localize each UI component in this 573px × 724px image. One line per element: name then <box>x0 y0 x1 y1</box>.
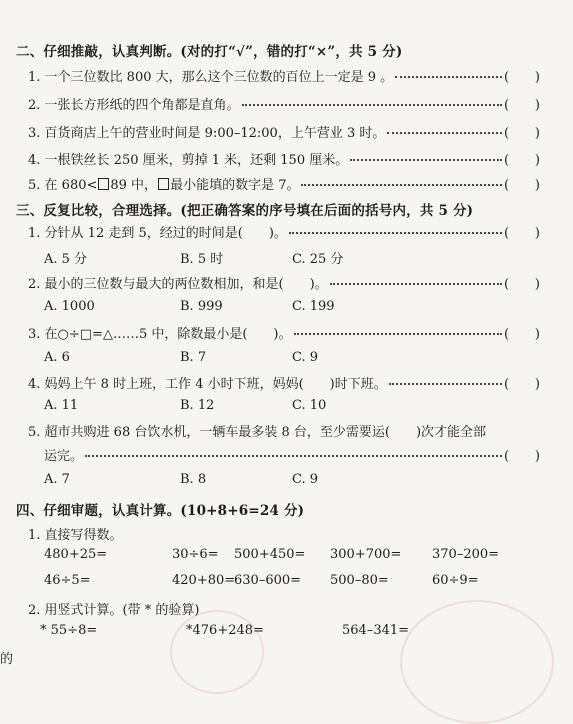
calc-item: 370–200= <box>432 547 500 562</box>
answer-bracket[interactable]: ( ) <box>504 126 540 141</box>
leader-dots <box>301 184 502 186</box>
stamp-mark <box>400 600 554 724</box>
question-item <box>28 273 540 292</box>
option-a[interactable]: A. 6 <box>44 350 70 365</box>
question-text: 4. 妈妈上午 8 时上班，工作 4 小时下班，妈妈( )时下班。 <box>28 377 387 392</box>
answer-bracket[interactable]: ( ) <box>504 277 540 292</box>
answer-bracket[interactable]: ( ) <box>504 98 540 113</box>
question-item <box>28 222 540 241</box>
calc-item: * 55÷8= <box>40 623 98 638</box>
option-b[interactable]: B. 5 时 <box>180 252 224 267</box>
blank-box <box>158 178 169 190</box>
question-text: 2. 一张长方形纸的四个角都是直角。 <box>28 98 240 113</box>
option-a[interactable]: A. 7 <box>44 472 70 487</box>
option-b[interactable]: B. 8 <box>180 472 207 487</box>
question-item <box>28 323 540 342</box>
subheading: 1. 直接写得数。 <box>28 528 123 543</box>
answer-bracket[interactable]: ( ) <box>504 153 540 168</box>
option-b[interactable]: B. 12 <box>180 398 215 413</box>
calc-item: 500–80= <box>330 573 389 588</box>
section4-title: 四、仔细审题，认真计算。(10+8+6=24 分) <box>16 503 305 519</box>
question-item <box>28 66 540 85</box>
option-c[interactable]: C. 9 <box>292 350 319 365</box>
option-row <box>44 350 344 366</box>
answer-bracket[interactable]: ( ) <box>504 226 540 241</box>
question-text: 2. 最小的三位数与最大的两位数相加，和是( )。 <box>28 277 328 292</box>
question-item <box>28 94 540 113</box>
answer-bracket[interactable]: ( ) <box>504 377 540 392</box>
question-item <box>28 174 540 193</box>
leader-dots <box>387 132 502 134</box>
calc-item: 30÷6= <box>172 547 219 562</box>
calc-item: 420+80= <box>172 573 236 588</box>
question-text: 运完。 <box>44 449 84 464</box>
subheading: 2. 用竖式计算。(带 * 的验算) <box>28 603 200 618</box>
question-item <box>44 445 540 464</box>
option-a[interactable]: A. 5 分 <box>44 252 88 267</box>
answer-bracket[interactable]: ( ) <box>504 70 540 85</box>
question-item <box>28 149 540 168</box>
option-a[interactable]: A. 1000 <box>44 299 95 314</box>
option-c[interactable]: C. 10 <box>292 398 327 413</box>
leader-dots <box>85 455 502 457</box>
question-text: 3. 百货商店上午的营业时间是 9:00–12:00，上午营业 3 时。 <box>28 126 386 141</box>
option-b[interactable]: B. 999 <box>180 299 223 314</box>
section2-title: 二、仔细推敲，认真判断。(对的打“√”，错的打“×”，共 5 分) <box>16 44 403 60</box>
option-a[interactable]: A. 11 <box>44 398 79 413</box>
calc-item: 60÷9= <box>432 573 479 588</box>
leader-dots <box>330 283 502 285</box>
option-c[interactable]: C. 199 <box>292 299 335 314</box>
blank-box[interactable] <box>98 178 109 190</box>
question-item <box>28 373 540 392</box>
question-text: 4. 一根铁丝长 250 厘米，剪掉 1 米，还剩 150 厘米。 <box>28 153 349 168</box>
option-row <box>44 248 344 267</box>
question-text: 5. 在 680< 89 中， 最小能填的数字是 7。 <box>28 178 300 193</box>
option-b[interactable]: B. 7 <box>180 350 207 365</box>
question-text: 1. 一个三位数比 800 大，那么这个三位数的百位上一定是 9 。 <box>28 70 394 85</box>
answer-bracket[interactable]: ( ) <box>504 449 540 464</box>
question-text: 1. 分针从 12 走到 5，经过的时间是( )。 <box>28 226 287 241</box>
calc-item: 564–341= <box>342 623 410 638</box>
question-text: 3. 在○÷□=△……5 中，除数最小是( )。 <box>28 327 292 342</box>
question-text: 5. 超市共购进 68 台饮水机，一辆车最多装 8 台，至少需要运( )次才能全部 <box>28 425 487 440</box>
leader-dots <box>294 333 503 335</box>
leader-dots <box>242 104 502 106</box>
calc-item: 500+450= <box>234 547 306 562</box>
calc-item: *476+248= <box>186 623 264 638</box>
calc-item: 480+25= <box>44 547 108 562</box>
option-row <box>44 472 344 488</box>
leader-dots <box>395 76 502 78</box>
margin-char: 的 <box>0 652 14 667</box>
calc-item: 630–600= <box>234 573 302 588</box>
answer-bracket[interactable]: ( ) <box>504 178 540 193</box>
leader-dots <box>350 159 502 161</box>
section3-title: 三、反复比较，合理选择。(把正确答案的序号填在后面的括号内，共 5 分) <box>16 203 474 219</box>
option-c[interactable]: C. 9 <box>292 472 319 487</box>
question-item <box>28 122 540 141</box>
answer-bracket[interactable]: ( ) <box>504 327 540 342</box>
leader-dots <box>389 383 502 385</box>
option-c[interactable]: C. 25 分 <box>292 252 344 267</box>
calc-item: 46÷5= <box>44 573 91 588</box>
calc-item: 300+700= <box>330 547 402 562</box>
leader-dots <box>289 232 502 234</box>
option-row <box>44 299 344 315</box>
option-row <box>44 398 344 414</box>
